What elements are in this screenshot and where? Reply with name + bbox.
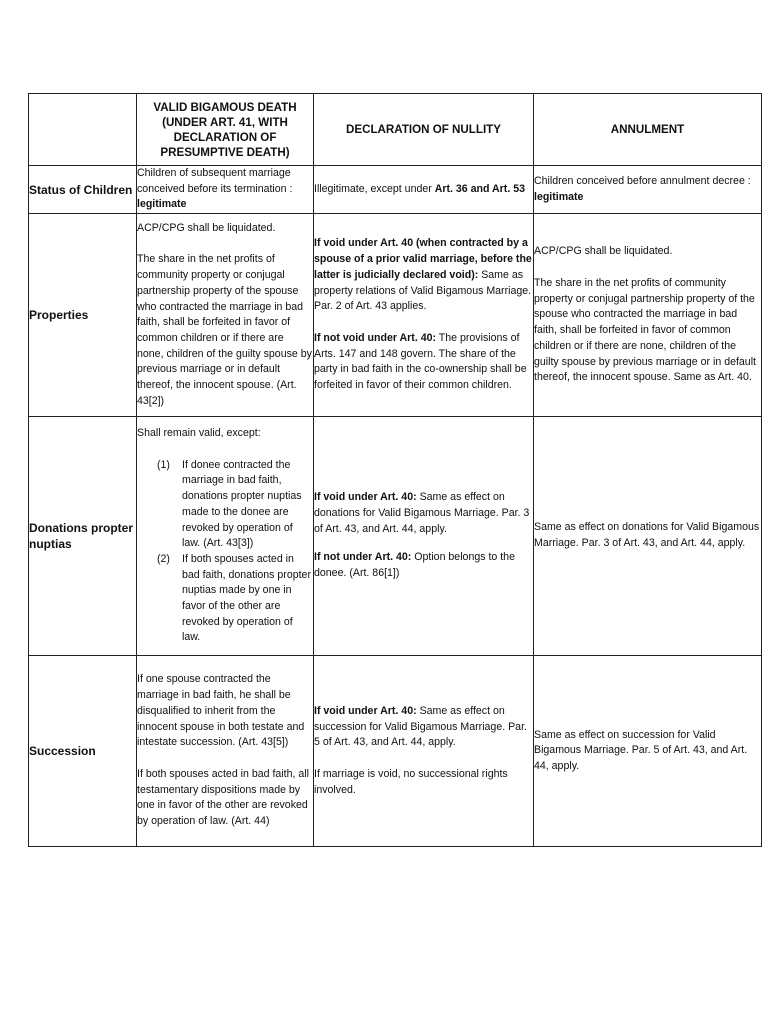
succession-valid-bigamous-cell (137, 656, 314, 847)
succession-annulment-text: Same as effect on succession for Valid Bigamous Marriage. Par. 5 of Art. 43, and Art. 44, apply. (534, 728, 748, 772)
properties-nullity-cell (314, 214, 534, 417)
properties-valid-p2: The share in the net profits of community property or conjugal partnership property of the spouse who contracted the marriage in bad faith, shall be forfeited in favor of common children or if there are none, children of the guilty spouse by previous marriage or in default thereof, the innocent spouse. (Art. 43[2]) (137, 253, 312, 407)
properties-nullity-p1-bold: If void under Art. 40 (when contracted by a spouse of a prior valid marriage, before the latter is judicially declared void): (314, 237, 532, 281)
status-annulment-text: Children conceived before annulment decree : (534, 174, 751, 187)
properties-nullity-p2-bold: If not void under Art. 40: (314, 331, 437, 344)
comparison-table (28, 93, 762, 847)
properties-annulment-p1: ACP/CPG shall be liquidated. (534, 245, 673, 258)
donations-nullity-p2-bold: If not under Art. 40: (314, 551, 412, 564)
header-row (29, 94, 762, 166)
row-donations (29, 417, 762, 656)
donations-nullity-p1 (314, 490, 533, 537)
list-item (137, 458, 313, 552)
list-item-number: (1) (157, 458, 170, 471)
status-nullity-bold: Art. 36 and Art. 53 (434, 182, 525, 195)
properties-valid-bigamous-cell (137, 214, 314, 417)
status-nullity-cell (314, 166, 534, 214)
row-label-succession: Succession (29, 656, 137, 847)
list-item-text: If donee contracted the marriage in bad faith, donations propter nuptias made to the donee are revoked by operation of law. (Art. 43[3]) (182, 458, 302, 550)
succession-annulment-cell (534, 656, 762, 847)
succession-nullity-p1 (314, 704, 533, 751)
donations-exceptions-list (137, 458, 313, 646)
header-declaration-of-nullity: DECLARATION OF NULLITY (314, 94, 534, 166)
properties-nullity-p1-text: Same as property relations of Valid Bigamous Marriage. Par. 2 of Art. 43 applies. (314, 268, 532, 313)
status-valid-bigamous-cell (137, 166, 314, 214)
succession-nullity-p1-text: Same as effect on succession for Valid Bigamous Marriage. Par. 5 of Art. 43, and Art. 44, apply. (314, 704, 527, 749)
list-item (137, 552, 313, 646)
header-valid-bigamous: VALID BIGAMOUS DEATH (UNDER ART. 41, WITH DECLARATION OF PRESUMPTIVE DEATH) (137, 94, 314, 166)
list-item-number: (2) (157, 552, 170, 565)
donations-nullity-p1-text: Same as effect on donations for Valid Bigamous Marriage. Par. 3 of Art. 43, and Art. 44, apply. (314, 491, 530, 535)
status-valid-bold: legitimate (137, 198, 187, 211)
properties-annulment-p2: The share in the net profits of community property or conjugal partnership property of the spouse who contracted the marriage in bad faith, shall be forfeited in favor of common children or if there are none, children of the guilty spouse by previous marriage or in default thereof, the innocent spouse. Same as Art. 40. (534, 277, 756, 384)
row-succession (29, 656, 762, 847)
header-blank-cell (29, 94, 137, 166)
list-item-text: If both spouses acted in bad faith, donations propter nuptias made by one in favor of the other are revoked by operation of law. (182, 552, 311, 644)
row-properties (29, 214, 762, 417)
succession-valid-p2: If both spouses acted in bad faith, all testamentary dispositions made by one in favor of the other are revoked by operation of law. (Art. 44) (137, 767, 309, 828)
donations-valid-intro: Shall remain valid, except: (137, 427, 261, 440)
row-status-of-children (29, 166, 762, 214)
succession-nullity-cell (314, 656, 534, 847)
donations-nullity-p1-bold: If void under Art. 40: (314, 491, 417, 504)
status-annulment-bold: legitimate (534, 190, 584, 203)
properties-nullity-p1 (314, 236, 533, 315)
header-annulment: ANNULMENT (534, 94, 762, 166)
properties-valid-p1: ACP/CPG shall be liquidated. (137, 221, 276, 234)
succession-nullity-p2: If marriage is void, no successional rights involved. (314, 767, 508, 796)
row-label-status-of-children: Status of Children (29, 166, 137, 214)
row-label-properties: Properties (29, 214, 137, 417)
properties-nullity-p2-text: The provisions of Arts. 147 and 148 govern. The share of the party in bad faith in the co-ownership shall be forfeited in favor of their common children. (314, 331, 527, 392)
donations-annulment-cell (534, 417, 762, 656)
succession-valid-p1: If one spouse contracted the marriage in bad faith, he shall be disqualified to inherit from the innocent spouse in both testate and intestate succession. (Art. 43[5]) (137, 673, 305, 749)
row-label-donations: Donations propter nuptias (29, 417, 137, 656)
donations-valid-bigamous-cell (137, 417, 314, 656)
donations-nullity-p2-text: Option belongs to the donee. (Art. 86[1]) (314, 551, 515, 580)
donations-nullity-p2 (314, 550, 533, 581)
properties-annulment-cell (534, 214, 762, 417)
status-nullity-text: Illegitimate, except under (314, 182, 435, 195)
donations-nullity-cell (314, 417, 534, 656)
status-valid-text: Children of subsequent marriage conceived before its termination : (137, 167, 293, 195)
succession-nullity-p1-bold: If void under Art. 40: (314, 704, 417, 717)
properties-nullity-p2 (314, 331, 533, 394)
donations-annulment-text: Same as effect on donations for Valid Bigamous Marriage. Par. 3 of Art. 43, and Art. 44, apply. (534, 521, 760, 550)
status-annulment-cell (534, 166, 762, 214)
